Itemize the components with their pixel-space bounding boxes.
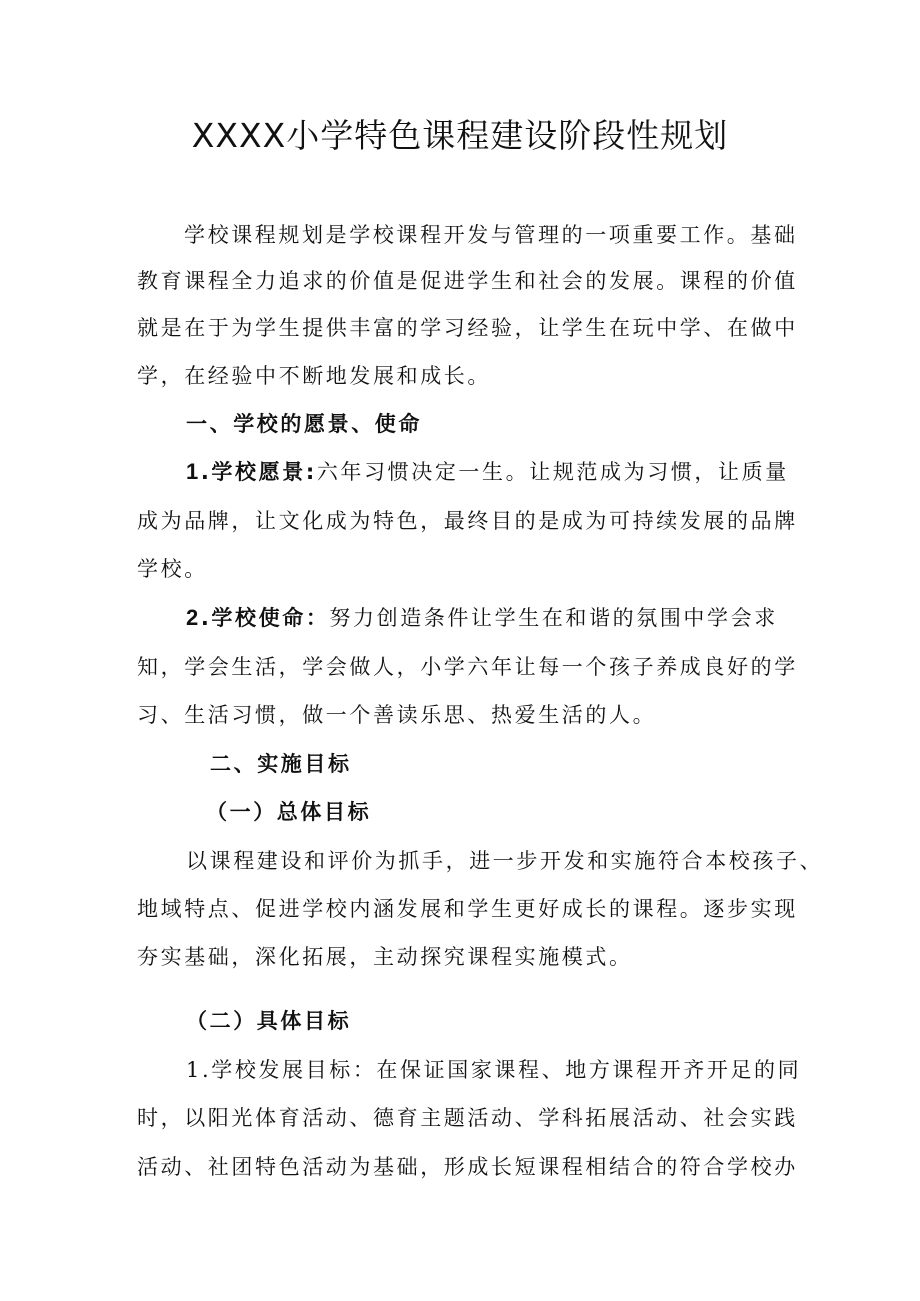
mission-number: 2 (186, 605, 201, 630)
vision-label: .学校愿景: (200, 460, 317, 484)
vision-number: 1 (186, 459, 201, 484)
specific-goal-heading: （二）具体目标 (186, 1009, 352, 1033)
overall-goal-text-1: 以课程建设和评价为抓手，进一步开发和实施符合本校孩子、 (186, 849, 824, 873)
vision-text-2: 成为品牌，让文化成为特色，最终目的是成为可持续发展的品牌 (137, 509, 798, 533)
mission-text-3: 习、生活习惯，做一个善读乐思、热爱生活的人。 (137, 703, 657, 727)
vision-first-line (186, 457, 789, 487)
section1-heading: 一、学校的愿景、使命 (186, 412, 422, 436)
mission-label: .学校使命： (200, 606, 330, 630)
specific-goal-text-1: 1.学校发展目标：在保证国家课程、地方课程开齐开足的同 (186, 1058, 802, 1082)
section2-heading: 二、实施目标 (210, 752, 352, 776)
intro-line-4: 学，在经验中不断地发展和成长。 (137, 364, 491, 388)
intro-line-3: 就是在于为学生提供丰富的学习经验，让学生在玩中学、在做中 (137, 316, 798, 340)
mission-text-2: 知，学会生活，学会做人，小学六年让每一个孩子养成良好的学 (137, 655, 798, 679)
specific-goal-text-3: 活动、社团特色活动为基础，形成长短课程相结合的符合学校办 (137, 1155, 798, 1179)
vision-text-3: 学校。 (137, 557, 208, 581)
document-title: XXXX小学特色课程建设阶段性规划 (191, 116, 729, 155)
overall-goal-text-2: 地域特点、促进学校内涵发展和学生更好成长的课程。逐步实现 (137, 897, 798, 921)
overall-goal-heading: （一）总体目标 (206, 800, 372, 824)
vision-text-1: 六年习惯决定一生。让规范成为习惯，让质量 (316, 460, 789, 484)
mission-first-line (186, 603, 778, 633)
intro-line-1: 学校课程规划是学校课程开发与管理的一项重要工作。基础 (184, 223, 798, 247)
mission-text-1: 努力创造条件让学生在和谐的氛围中学会求 (329, 606, 778, 630)
intro-line-2: 教育课程全力追求的价值是促进学生和社会的发展。课程的价值 (137, 269, 798, 293)
overall-goal-text-3: 夯实基础，深化拓展，主动探究课程实施模式。 (137, 945, 633, 969)
specific-goal-text-2: 时，以阳光体育活动、德育主题活动、学科拓展活动、社会实践 (137, 1106, 798, 1130)
